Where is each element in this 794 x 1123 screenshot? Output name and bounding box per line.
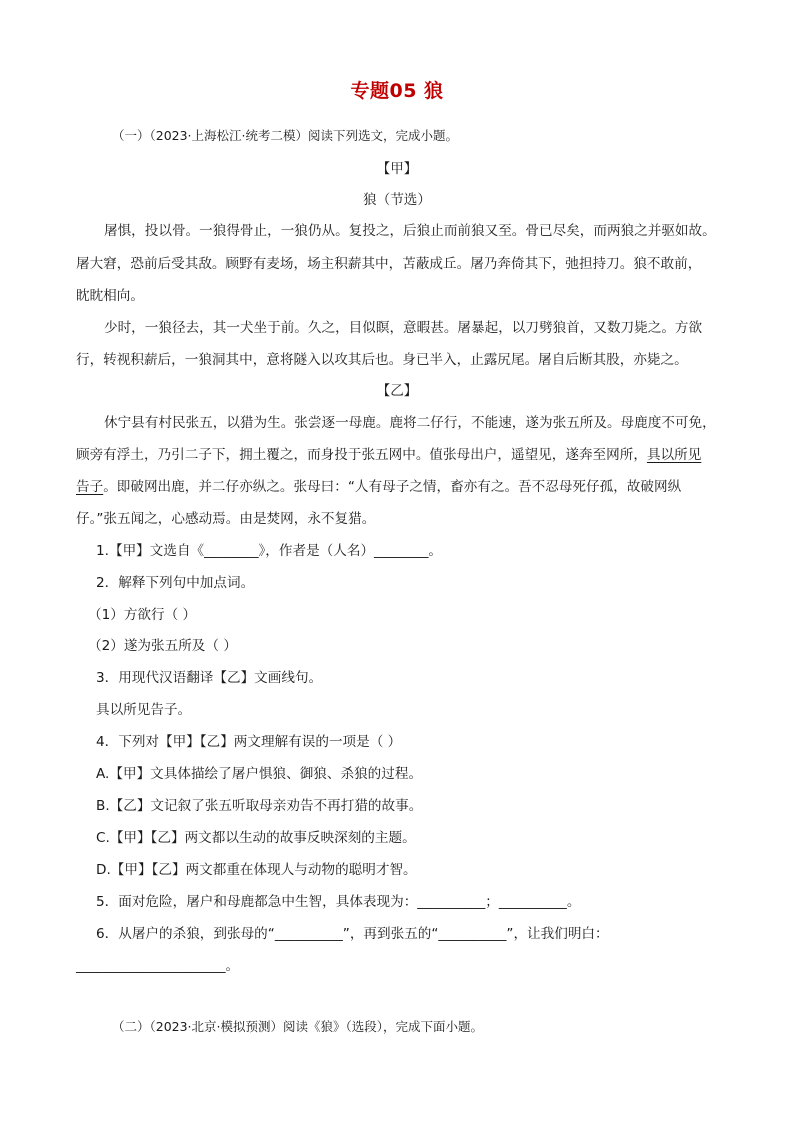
passage-yi-line [76,477,722,497]
section-2-header: （二）（2023·北京·模拟预测）阅读《狼》（选段），完成下面小题。 [112,1019,484,1034]
passage-yi-text: 顾旁有浮土，乃引二子下，拥土覆之，而身投于张五网中。值张母出户，遥望见，遂奔至网所， [76,447,647,463]
question-3: 3．用现代汉语翻译【乙】文画线句。 [96,670,323,686]
question-4-option-b: B.【乙】文记叙了张五听取母亲劝告不再打猎的故事。 [96,798,423,814]
passage-yi-text: 。即破网出鹿，并二仔亦纵之。张母曰：“人有母子之情，畜亦有之。吾不忍母死仔孤，故破网纵 [103,479,682,495]
question-4-option-c: C.【甲】【乙】两文都以生动的故事反映深刻的主题。 [96,830,416,846]
passage-yi-line: 休宁县有村民张五，以猎为生。张尝逐一母鹿。鹿将二仔行，不能速，遂为张五所及。母鹿度不可免， [104,415,716,431]
question-2: 2．解释下列句中加点词。 [96,575,255,591]
passage-jia-line: 屠大窘，恐前后受其敌。顾野有麦场，场主积薪其中，苫蔽成丘。屠乃奔倚其下，弛担持刀。狼不敢前， [76,256,702,272]
passage-yi-line [76,445,722,465]
question-4: 4．下列对【甲】【乙】两文理解有误的一项是（ ） [96,734,402,750]
underlined-sentence: 具以所见 [646,447,702,463]
question-4-option-d: D.【甲】【乙】两文都重在体现人与动物的聪明才智。 [96,862,417,878]
passage-jia-line: 屠惧，投以骨。一狼得骨止，一狼仍从。复投之，后狼止而前狼又至。骨已尽矣，而两狼之并驱如故。 [104,223,716,239]
question-6: 6．从屠户的杀狼，到张母的“__________”，再到张五的“__________”，让我们明白： [96,926,609,942]
question-2-item-1: （1）方欲行（ ） [88,607,197,623]
page-title: 专题05 狼 [350,80,444,102]
question-5: 5．面对危险，屠户和母鹿都急中生智，具体表现为：__________；__________。 [96,894,581,910]
passage-yi-label: 【乙】 [376,383,418,399]
question-6-answer-blank: ______________________。 [76,958,240,974]
question-1: 1.【甲】文选自《________》，作者是（人名）________。 [96,543,443,559]
section-1-header: （一）（2023·上海松江·统考二模）阅读下列选文，完成小题。 [112,128,459,143]
passage-jia-title: 狼（节选） [363,192,431,208]
question-4-option-a: A.【甲】文具体描绘了屠户惧狼、御狼、杀狼的过程。 [96,766,423,782]
question-3-text: 具以所见告子。 [96,702,192,718]
passage-jia-label: 【甲】 [376,161,418,177]
question-2-item-2: （2）遂为张五所及（ ） [88,638,237,654]
passage-jia-line: 少时，一狼径去，其一犬坐于前。久之，目似瞑，意暇甚。屠暴起，以刀劈狼首，又数刀毙之。方欲 [104,320,703,336]
underlined-sentence: 告子 [76,479,104,495]
passage-jia-line: 行，转视积薪后，一狼洞其中，意将隧入以攻其后也。身已半入，止露尻尾。屠自后断其股，亦毙之。 [76,352,688,368]
passage-yi-line: 仔。”张五闻之，心感动焉。由是焚网，永不复猎。 [76,511,376,527]
passage-jia-line: 眈眈相向。 [76,288,144,304]
